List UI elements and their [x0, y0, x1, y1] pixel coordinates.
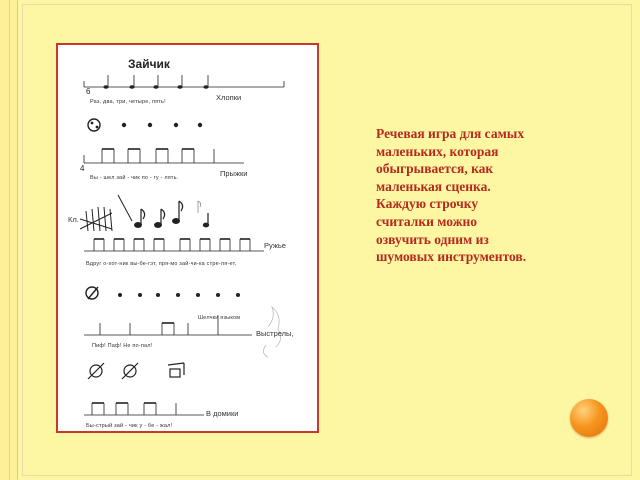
caption-line: озвучить одним из — [376, 231, 489, 247]
row1-notes — [108, 75, 208, 87]
meter-six: 6 — [86, 87, 91, 96]
row2-notes — [102, 149, 214, 163]
row5-notes — [92, 403, 176, 415]
caption-line: маленьких, которая — [376, 143, 499, 159]
meter-four: 4 — [80, 164, 85, 173]
caption-line: считалки можно — [376, 213, 478, 229]
left-decorative-rail — [0, 0, 18, 480]
row2-side-label: Прыжки — [220, 169, 248, 178]
caption-line: обыгрывается, как — [376, 161, 494, 177]
row5-lyric: Бы-стрый зай - чик у - бе - жал! — [86, 423, 173, 429]
rail-line — [9, 0, 10, 480]
wood-blocks — [88, 363, 184, 379]
row5-side-label: В домики — [206, 409, 239, 418]
row4-note: Шелчки языком — [198, 315, 241, 321]
caption-line: Речевая игра для самых — [376, 126, 525, 141]
row4-side-label: Выстрелы, — [256, 329, 294, 338]
rattle-dots — [86, 287, 240, 299]
row3-notes — [94, 239, 250, 251]
caption-line: шумовых инструментов. — [376, 249, 527, 265]
row1-side-label: Хлопки — [216, 93, 242, 102]
row2-lyric: Вы - шел зай - чик по - гу - лять. — [90, 175, 179, 181]
caption-line: Каждую строчку — [376, 196, 479, 212]
xylophone-figure — [80, 195, 132, 231]
rifle-sketch — [198, 201, 201, 213]
row3-lyric: Вдруг о-хот-ник вы-бе-гэт, пря-мо зай-чи-ка стре-ля-ет, — [86, 261, 237, 267]
shaker-dots — [88, 119, 202, 131]
music-score-image — [56, 43, 319, 433]
score-title: Зайчик — [128, 57, 170, 71]
caption-line: маленькая сценка. — [376, 178, 491, 194]
large-notes — [135, 201, 209, 227]
caption-text — [376, 125, 576, 266]
row3-side-label: Ружье — [264, 241, 286, 250]
row1-lyric: Раз, два, три, четыре, пять! — [90, 99, 166, 105]
decorative-orb — [570, 399, 608, 437]
row4-lyric: Пиф! Паф! Не по-пал! — [92, 343, 153, 349]
row3-prefix: Кл. — [68, 215, 79, 224]
